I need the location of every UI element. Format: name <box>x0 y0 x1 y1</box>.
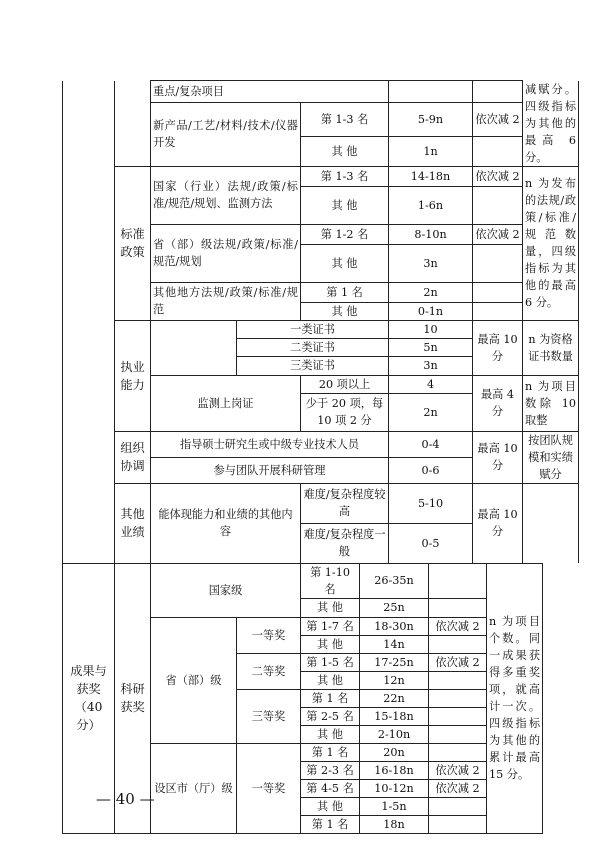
research-note: 减赋分。四级指标为其他的最高 6 分。 <box>523 81 579 167</box>
rank-label: 其 他 <box>301 671 360 689</box>
col1-continued-cell <box>63 81 115 564</box>
over-20-label: 20 项以上 <box>301 375 389 393</box>
category-organization: 组织协调 <box>115 431 151 483</box>
score-value: 2n <box>389 282 473 302</box>
score-value: 3n <box>389 244 473 282</box>
prize-label: 一等奖 <box>237 743 301 833</box>
cert-1-label: 一类证书 <box>237 320 389 338</box>
score-value: 10-12n <box>360 779 429 797</box>
rule-label: 依次减 2 <box>473 224 523 244</box>
rank-label: 其 他 <box>301 136 389 166</box>
prize-label: 三等奖 <box>237 689 301 743</box>
cert-note: n 为资格证书数量 <box>523 320 579 375</box>
rank-label: 其 他 <box>301 725 360 743</box>
table-row <box>63 166 579 186</box>
empty-rule-cell <box>429 563 487 598</box>
empty-rule-cell <box>473 136 523 166</box>
monitor-cert-label: 监测上岗证 <box>151 375 301 431</box>
guide-label: 指导硕士研究生或中级专业技术人员 <box>151 431 389 457</box>
category-practice: 执业能力 <box>115 320 151 431</box>
cert-max-label: 最高 10 分 <box>473 320 523 375</box>
rule-label: 依次减 2 <box>429 779 487 797</box>
category-other: 其他业绩 <box>115 483 151 563</box>
rank-label: 第 1-3 名 <box>301 166 389 186</box>
org-max-label: 最高 10 分 <box>473 431 523 483</box>
scoring-table-page <box>62 80 577 849</box>
rank-label: 其 他 <box>301 797 360 815</box>
score-value: 12n <box>360 671 429 689</box>
score-value: 17-25n <box>360 653 429 671</box>
empty-rule-cell <box>429 815 487 833</box>
local-standard-label: 其他地方法规/政策/标准/规范 <box>151 282 301 320</box>
rank-label: 第 1 名 <box>301 282 389 302</box>
table-row <box>63 320 579 338</box>
national-level-label: 国家级 <box>151 563 301 617</box>
monitor-note: n 为项目数除 10 取整 <box>523 375 579 431</box>
empty-rule-cell <box>429 707 487 725</box>
rank-label: 第 1-2 名 <box>301 224 389 244</box>
table-row <box>63 431 579 457</box>
score-value: 14n <box>360 635 429 653</box>
difficulty-high-label: 难度/复杂程度较高 <box>301 483 389 523</box>
table-row <box>63 563 543 598</box>
table-row <box>63 483 579 523</box>
rank-label: 其 他 <box>301 186 389 224</box>
score-value: 18-30n <box>360 617 429 635</box>
rank-label: 第 1 名 <box>301 743 360 761</box>
score-value: 14-18n <box>389 166 473 186</box>
cert-2-label: 二类证书 <box>237 338 389 356</box>
rule-label: 依次减 2 <box>473 166 523 186</box>
rank-label: 第 1-7 名 <box>301 617 360 635</box>
rank-label: 第 1-3 名 <box>301 103 389 137</box>
city-level-label: 设区市（厅）级 <box>151 743 237 833</box>
score-value: 5-10 <box>389 483 473 523</box>
rank-label: 第 2-5 名 <box>301 707 360 725</box>
score-value: 3n <box>389 356 473 375</box>
empty-rule-cell <box>429 725 487 743</box>
cert-3-label: 三类证书 <box>237 356 389 375</box>
score-value: 2n <box>389 393 473 431</box>
team-label: 参与团队开展科研管理 <box>151 457 389 483</box>
score-value: 0-1n <box>389 302 473 320</box>
rank-label: 其 他 <box>301 598 360 617</box>
score-value: 18n <box>360 815 429 833</box>
score-value: 10 <box>389 320 473 338</box>
rank-label: 第 1 名 <box>301 689 360 707</box>
empty-rule-cell <box>429 671 487 689</box>
score-value: 4 <box>389 375 473 393</box>
empty-rule-cell <box>473 302 523 320</box>
empty-rule-cell <box>429 635 487 653</box>
rank-label: 第 1-10 名 <box>301 563 360 598</box>
score-value: 1n <box>389 136 473 166</box>
score-value: 0-5 <box>389 523 473 563</box>
scoring-table <box>62 80 579 564</box>
empty-rule-cell <box>473 244 523 282</box>
score-value: 0-4 <box>389 431 473 457</box>
other-max-label: 最高 10 分 <box>473 483 523 563</box>
awards-note: n 为项目个数。同一成果获得多重奖项，就高计一次。四级指标为其他的累计最高 15 分。 <box>487 563 543 833</box>
rule-label: 依次减 2 <box>429 761 487 779</box>
empty-rule-cell <box>473 282 523 302</box>
rank-label: 其 他 <box>301 635 360 653</box>
category-standard-policy: 标准政策 <box>115 166 151 320</box>
empty-rule-cell <box>429 797 487 815</box>
score-value: 25n <box>360 598 429 617</box>
subcategory-research-awards: 科研获奖 <box>115 563 151 833</box>
score-value: 26-35n <box>360 563 429 598</box>
monitor-max-label: 最高 4 分 <box>473 375 523 431</box>
score-value: 8-10n <box>389 224 473 244</box>
rank-label: 第 2-3 名 <box>301 761 360 779</box>
org-note: 按团队规模和实绩赋分 <box>523 431 579 483</box>
prize-label: 二等奖 <box>237 653 301 689</box>
key-project-label: 重点/复杂项目 <box>151 81 389 103</box>
score-value: 1-6n <box>389 186 473 224</box>
standard-note: n 为发布的法规/政策/标准/规范数量，四级指标为其他的最高 6 分。 <box>523 166 579 320</box>
col2-continued-cell <box>115 81 151 167</box>
page-number: — 40 — <box>96 790 155 808</box>
blank-cell <box>151 320 237 375</box>
other-desc-label: 能体现能力和业绩的其他内容 <box>151 483 301 563</box>
score-value: 0-6 <box>389 457 473 483</box>
score-value: 15-18n <box>360 707 429 725</box>
empty-rule-cell <box>473 81 523 103</box>
rule-label: 依次减 2 <box>473 103 523 137</box>
score-value: 22n <box>360 689 429 707</box>
score-value: 5n <box>389 338 473 356</box>
empty-rule-cell <box>473 186 523 224</box>
score-value: 1-5n <box>360 797 429 815</box>
rule-label: 依次减 2 <box>429 653 487 671</box>
blank-cell <box>523 483 579 563</box>
rank-label: 其 他 <box>301 302 389 320</box>
empty-rule-cell <box>429 598 487 617</box>
new-product-label: 新产品/工艺/材料/技术/仪器开发 <box>151 103 301 167</box>
score-value: 20n <box>360 743 429 761</box>
score-value: 5-9n <box>389 103 473 137</box>
difficulty-normal-label: 难度/复杂程度一般 <box>301 523 389 563</box>
rank-label: 第 1 名 <box>301 815 360 833</box>
prize-label: 一等奖 <box>237 617 301 653</box>
score-value: 2-10n <box>360 725 429 743</box>
under-20-label: 少于 20 项，每 10 项 2 分 <box>301 393 389 431</box>
national-standard-label: 国家（行业）法规/政策/标准/规范/规划、监测方法 <box>151 166 301 224</box>
provincial-standard-label: 省（部）级法规/政策/标准/规范/规划 <box>151 224 301 282</box>
empty-rule-cell <box>429 743 487 761</box>
rank-label: 第 4-5 名 <box>301 779 360 797</box>
table-row <box>63 81 579 103</box>
score-value: 16-18n <box>360 761 429 779</box>
provincial-level-label: 省（部）级 <box>151 617 237 743</box>
rank-label: 第 1-5 名 <box>301 653 360 671</box>
category-awards: 成果与获奖（40 分） <box>63 563 115 833</box>
empty-rule-cell <box>429 689 487 707</box>
rule-label: 依次减 2 <box>429 617 487 635</box>
rank-label: 其 他 <box>301 244 389 282</box>
empty-score-cell <box>389 81 473 103</box>
